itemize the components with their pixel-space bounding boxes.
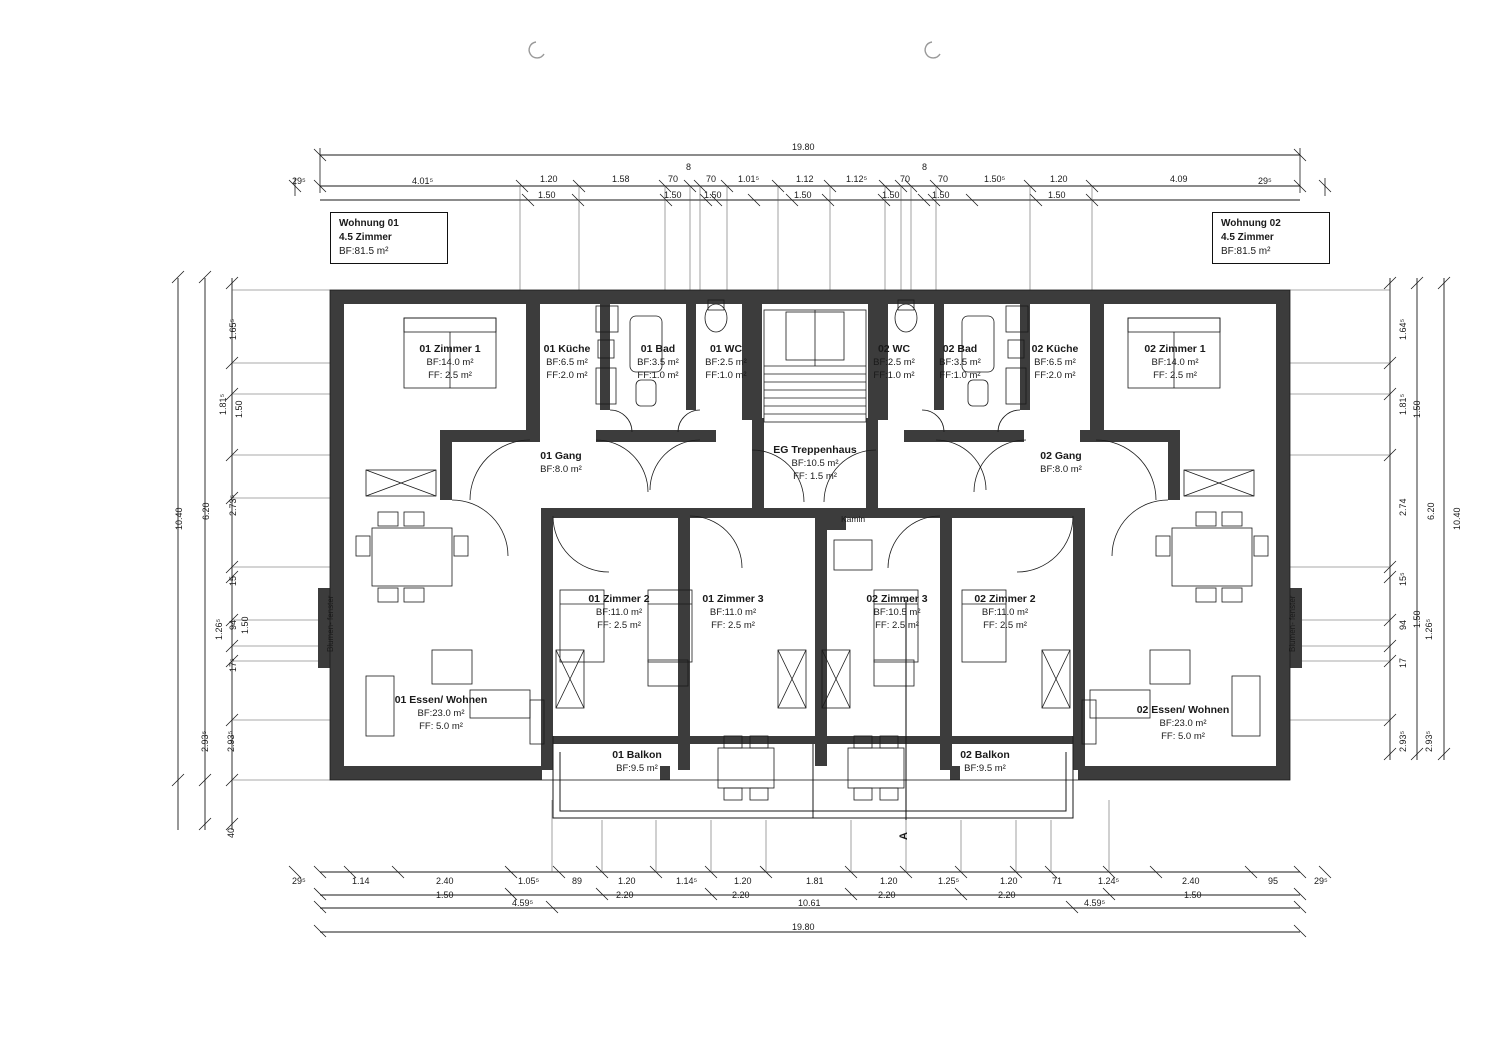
dim-top-16: 4.09 <box>1170 174 1188 184</box>
dim-top-overall: 19.80 <box>792 142 815 152</box>
dim-top-17: 29⁵ <box>1258 176 1272 186</box>
section-mark-a: A <box>898 832 910 840</box>
dim-top-8: 1.01⁵ <box>738 174 760 184</box>
dim-top2-2: 1.50 <box>664 190 682 200</box>
room-label-01-balkon: 01 Balkon BF:9.5 m² <box>612 749 662 774</box>
dim-bot-3: 2.40 <box>436 876 454 886</box>
apartment-02-rooms: 4.5 Zimmer <box>1221 232 1274 243</box>
room-label-02-essen-wohnen: 02 Essen/ Wohnen BF:23.0 m² FF: 5.0 m² <box>1136 704 1230 742</box>
dim-right-6: 94 <box>1398 619 1408 630</box>
dim-left-mid: 6.20 <box>201 502 211 520</box>
dim-left-5: 15 <box>228 575 238 586</box>
dim-right-8: 1.26⁵ <box>1424 618 1434 640</box>
room-label-01-zimmer-3: 01 Zimmer 3 BF:11.0 m² FF: 2.5 m² <box>702 593 764 631</box>
room-label-01-kueche: 01 Küche BF:6.5 m² FF:2.0 m² <box>543 343 591 381</box>
dim-top-10: 1.12⁵ <box>846 174 868 184</box>
room-label-02-gang: 02 Gang BF:8.0 m² <box>1040 450 1082 475</box>
apartment-box-02 <box>1212 212 1330 264</box>
room-label-01-zimmer-1: 01 Zimmer 1 BF:14.0 m² FF: 2.5 m² <box>419 343 481 381</box>
dim-bot3-1: 4.59⁵ <box>512 898 534 908</box>
dim-top-12: 8 <box>922 162 928 172</box>
room-label-01-zimmer-2: 01 Zimmer 2 BF:11.0 m² FF: 2.5 m² <box>588 593 650 631</box>
dim-bot2-2: 2.20 <box>616 890 634 900</box>
apartment-01-title: Wohnung 01 <box>339 218 399 229</box>
dim-bot-9: 1.81 <box>806 876 824 886</box>
dim-top-4: 1.58 <box>612 174 630 184</box>
dim-right-3: 1.50 <box>1412 400 1422 418</box>
dim-top-5: 70 <box>668 174 679 184</box>
dim-top-7: 70 <box>706 174 717 184</box>
dim-bot-17: 29⁵ <box>1314 876 1328 886</box>
dim-bot-11: 1.25⁵ <box>938 876 960 886</box>
room-label-01-wc: 01 WC BF:2.5 m² FF:1.0 m² <box>705 343 747 381</box>
dim-left-6: 1.26⁵ <box>214 618 224 640</box>
dim-left-10: 2.93⁵ <box>200 730 210 752</box>
dim-bot2-5: 2.20 <box>998 890 1016 900</box>
dim-bot2-3: 2.20 <box>732 890 750 900</box>
apartment-01-area: BF:81.5 m² <box>339 246 389 257</box>
dim-top2-6: 1.50 <box>932 190 950 200</box>
apartment-box-01 <box>330 212 448 264</box>
dim-right-4: 2.74 <box>1398 498 1408 516</box>
dim-bot2-6: 1.50 <box>1184 890 1202 900</box>
dim-bot-6: 1.20 <box>618 876 636 886</box>
dim-top2-1: 1.50 <box>538 190 556 200</box>
dim-right-1: 1.64⁵ <box>1398 318 1408 340</box>
apartment-02-area: BF:81.5 m² <box>1221 246 1271 257</box>
dim-bot-15: 2.40 <box>1182 876 1200 886</box>
room-label-02-bad: 02 Bad BF:3.5 m² FF:1.0 m² <box>939 343 981 381</box>
dim-top-2: 4.01⁵ <box>412 176 434 186</box>
dim-left-11: 2.93⁵ <box>226 730 236 752</box>
dim-top2-3: 1.50 <box>704 190 722 200</box>
dim-left-8: 1.50 <box>240 616 250 634</box>
dim-left-2: 1.81⁵ <box>218 393 228 415</box>
dim-bot-8: 1.20 <box>734 876 752 886</box>
dim-left-overall: 10.40 <box>174 507 184 530</box>
dim-right-5: 15⁵ <box>1398 572 1408 586</box>
room-label-02-wc: 02 WC BF:2.5 m² FF:1.0 m² <box>873 343 915 381</box>
dim-top2-4: 1.50 <box>794 190 812 200</box>
dim-top-13: 70 <box>938 174 949 184</box>
dim-top-6: 8 <box>686 162 692 172</box>
dim-top-15: 1.20 <box>1050 174 1068 184</box>
dim-top-1: 29⁵ <box>292 176 306 186</box>
dim-left-3: 1.50 <box>234 400 244 418</box>
dim-right-overall: 10.40 <box>1452 507 1462 530</box>
dim-right-10: 2.93⁵ <box>1398 730 1408 752</box>
dim-right-11: 2.93⁵ <box>1424 730 1434 752</box>
dim-bot-10: 1.20 <box>880 876 898 886</box>
dim-bot-5: 89 <box>572 876 583 886</box>
dim-bot-1: 29⁵ <box>292 876 306 886</box>
dim-right-2: 1.81⁵ <box>1398 393 1408 415</box>
dim-left-4: 2.73⁵ <box>228 494 238 516</box>
dim-bot-7: 1.14⁵ <box>676 876 698 886</box>
room-label-01-gang: 01 Gang BF:8.0 m² <box>540 450 582 475</box>
room-label-02-kueche: 02 Küche BF:6.5 m² FF:2.0 m² <box>1031 343 1079 381</box>
room-label-02-zimmer-1: 02 Zimmer 1 BF:14.0 m² FF: 2.5 m² <box>1144 343 1206 381</box>
dim-bot-14: 1.24⁵ <box>1098 876 1120 886</box>
dim-top-14: 1.50⁵ <box>984 174 1006 184</box>
room-label-02-zimmer-3: 02 Zimmer 3 BF:10.5 m² FF: 2.5 m² <box>866 593 928 631</box>
dim-bot-16: 95 <box>1268 876 1279 886</box>
dim-left-9: 17⁵ <box>228 658 238 672</box>
dim-right-9: 17 <box>1398 657 1408 668</box>
dim-left-7: 94 <box>228 619 238 630</box>
room-label-01-essen-wohnen: 01 Essen/ Wohnen BF:23.0 m² FF: 5.0 m² <box>394 694 488 732</box>
dim-bot-12: 1.20 <box>1000 876 1018 886</box>
dim-bot2-1: 1.50 <box>436 890 454 900</box>
dim-right-mid: 6.20 <box>1426 502 1436 520</box>
dim-bot-2: 1.14 <box>352 876 370 886</box>
kamin-label: Kamin <box>841 514 866 524</box>
room-label-01-bad: 01 Bad BF:3.5 m² FF:1.0 m² <box>637 343 679 381</box>
dim-top2-5: 1.50 <box>882 190 900 200</box>
dim-top-9: 1.12 <box>796 174 814 184</box>
dim-bottom-overall: 19.80 <box>792 922 815 932</box>
dim-top-11: 70 <box>900 174 911 184</box>
room-label-treppenhaus: EG Treppenhaus BF:10.5 m² FF: 1.5 m² <box>773 444 857 482</box>
apartment-01-rooms: 4.5 Zimmer <box>339 232 392 243</box>
blumenfenster-right-line1: Blumen- fenster <box>1288 595 1297 652</box>
dim-bot3-3: 4.59⁵ <box>1084 898 1106 908</box>
dim-right-7: 1.50 <box>1412 610 1422 628</box>
dim-left-12: 40 <box>226 827 236 838</box>
dim-bot-4: 1.05⁵ <box>518 876 540 886</box>
dim-bot-13: 71 <box>1052 876 1063 886</box>
room-label-02-zimmer-2: 02 Zimmer 2 BF:11.0 m² FF: 2.5 m² <box>974 593 1036 631</box>
dim-bot3-2: 10.61 <box>798 898 821 908</box>
dim-top2-7: 1.50 <box>1048 190 1066 200</box>
dim-bot2-4: 2.20 <box>878 890 896 900</box>
dim-left-1: 1.65⁵ <box>228 318 238 340</box>
blumenfenster-left-line1: Blumen- fenster <box>326 595 335 652</box>
room-label-02-balkon: 02 Balkon BF:9.5 m² <box>960 749 1010 774</box>
apartment-02-title: Wohnung 02 <box>1221 218 1281 229</box>
dim-top-3: 1.20 <box>540 174 558 184</box>
